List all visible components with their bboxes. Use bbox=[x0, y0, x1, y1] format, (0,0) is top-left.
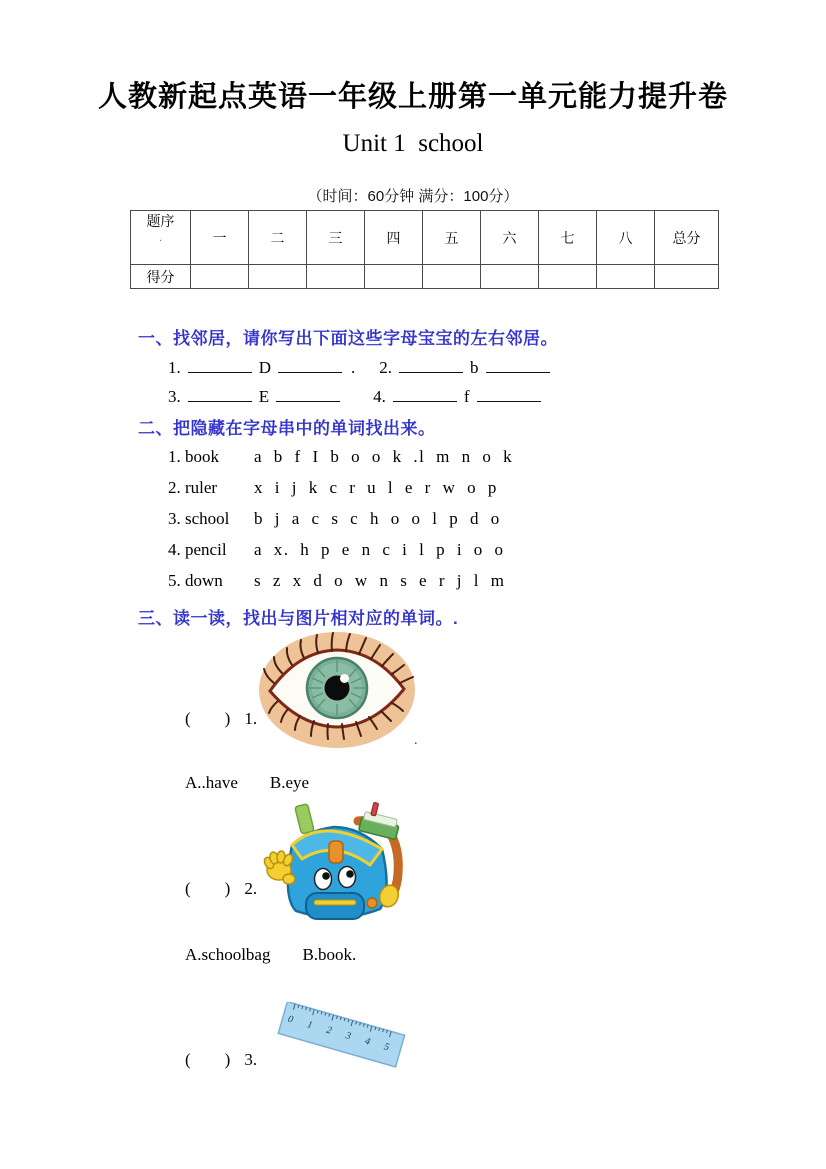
answer-blank bbox=[278, 355, 342, 373]
ruler-number: 4 bbox=[363, 1035, 372, 1048]
letter-string: a b f I b o o k .l m n o k bbox=[254, 447, 514, 466]
item-number: 2. bbox=[379, 358, 393, 377]
word-search-item bbox=[168, 571, 505, 591]
answer-blank bbox=[188, 384, 252, 402]
option-a: A.schoolbag bbox=[185, 945, 271, 964]
word-search-item bbox=[168, 509, 501, 529]
question-3-label bbox=[168, 1030, 257, 1090]
score-cell-empty bbox=[539, 265, 597, 289]
letter-string: x i j k c r u l e r w o p bbox=[254, 478, 498, 497]
score-table-col: 五 bbox=[423, 211, 481, 265]
option-b: B.eye bbox=[269, 773, 310, 792]
question-number: 2. bbox=[244, 879, 258, 898]
score-table-col: 六 bbox=[481, 211, 539, 265]
score-cell-empty bbox=[365, 265, 423, 289]
ruler-number: 1 bbox=[305, 1019, 314, 1032]
tail-dot: . bbox=[351, 358, 356, 377]
question-1-options bbox=[185, 773, 341, 793]
score-table-col: 八 bbox=[597, 211, 655, 265]
answer-parens: ( ) bbox=[185, 879, 231, 898]
ruler-number: 5 bbox=[382, 1041, 391, 1054]
section-2-heading: 二、把隐藏在字母串中的单词找出来。 bbox=[138, 419, 436, 438]
item-number: 5. bbox=[168, 571, 181, 590]
score-table-col: 四 bbox=[365, 211, 423, 265]
ruler-number: 0 bbox=[286, 1013, 295, 1026]
question-number: 3. bbox=[244, 1050, 258, 1069]
ruler-number: 2 bbox=[325, 1024, 333, 1037]
item-number: 4. bbox=[168, 540, 181, 559]
answer-parens: ( ) bbox=[185, 1050, 231, 1069]
score-table-col: 二 bbox=[249, 211, 307, 265]
section-1-row bbox=[168, 355, 557, 378]
target-word: down bbox=[185, 571, 223, 590]
score-table-col: 七 bbox=[539, 211, 597, 265]
question-1-label bbox=[168, 689, 257, 749]
target-word: book bbox=[185, 447, 219, 466]
target-word: pencil bbox=[185, 540, 227, 559]
item-number: 2. bbox=[168, 478, 181, 497]
target-letter: f bbox=[463, 387, 470, 406]
question-number: 1. bbox=[244, 709, 258, 728]
word-search-item bbox=[168, 540, 505, 560]
target-letter: D bbox=[258, 358, 272, 377]
target-word: ruler bbox=[185, 478, 218, 497]
score-cell-empty bbox=[307, 265, 365, 289]
score-cell-empty bbox=[481, 265, 539, 289]
score-cell-empty bbox=[423, 265, 481, 289]
schoolbag-image bbox=[262, 799, 414, 931]
section-1-row bbox=[168, 384, 548, 407]
option-b: B.book. bbox=[302, 945, 357, 964]
letter-string: s z x d o w n s e r j l m bbox=[254, 571, 506, 590]
score-cell-empty bbox=[191, 265, 249, 289]
question-2-label bbox=[168, 859, 257, 919]
score-cell-empty bbox=[597, 265, 655, 289]
page-title: 人教新起点英语一年级上册第一单元能力提升卷 bbox=[97, 81, 728, 113]
score-table-corner-dot: . bbox=[158, 232, 163, 244]
target-word: school bbox=[185, 509, 230, 528]
letter-string: b j a c s c h o o l p d o bbox=[254, 509, 501, 528]
score-table bbox=[130, 210, 719, 289]
item-number: 4. bbox=[373, 387, 386, 406]
score-table-col: 三 bbox=[307, 211, 365, 265]
section-1-heading: 一、找邻居，请你写出下面这些字母宝宝的左右邻居。 bbox=[138, 329, 558, 348]
time-score-note: （时间：60分钟 满分：100分） bbox=[307, 188, 519, 205]
score-cell-empty bbox=[655, 265, 719, 289]
stray-period: . bbox=[414, 733, 418, 748]
item-number: 1. bbox=[168, 358, 181, 377]
ruler-number: 3 bbox=[344, 1030, 353, 1043]
item-number: 3. bbox=[168, 509, 181, 528]
ruler-image bbox=[276, 1002, 408, 1081]
score-cell-empty bbox=[249, 265, 307, 289]
answer-blank bbox=[486, 355, 550, 373]
score-row-label: 得分 bbox=[131, 265, 191, 289]
answer-blank bbox=[399, 355, 463, 373]
score-table-col: 一 bbox=[191, 211, 249, 265]
answer-blank bbox=[477, 384, 541, 402]
unit-subtitle: Unit 1 school bbox=[342, 130, 484, 157]
section-3-heading: 三、读一读，找出与图片相对应的单词。. bbox=[138, 609, 459, 628]
score-table-corner-label: 题序 bbox=[146, 213, 175, 229]
target-letter: b bbox=[470, 358, 479, 377]
option-a: A..have bbox=[185, 773, 238, 792]
answer-blank bbox=[393, 384, 457, 402]
answer-blank bbox=[276, 384, 340, 402]
eye-image bbox=[258, 631, 416, 754]
answer-blank bbox=[188, 355, 252, 373]
letter-string: a x. h p e n c i l p i o o bbox=[254, 540, 505, 559]
item-number: 1. bbox=[168, 447, 181, 466]
score-table-corner bbox=[131, 211, 191, 265]
item-number: 3. bbox=[168, 387, 181, 406]
answer-parens: ( ) bbox=[185, 709, 231, 728]
question-2-options bbox=[185, 945, 388, 965]
target-letter: E bbox=[258, 387, 270, 406]
word-search-item bbox=[168, 447, 513, 467]
score-table-col: 总分 bbox=[655, 211, 719, 265]
word-search-item bbox=[168, 478, 498, 498]
